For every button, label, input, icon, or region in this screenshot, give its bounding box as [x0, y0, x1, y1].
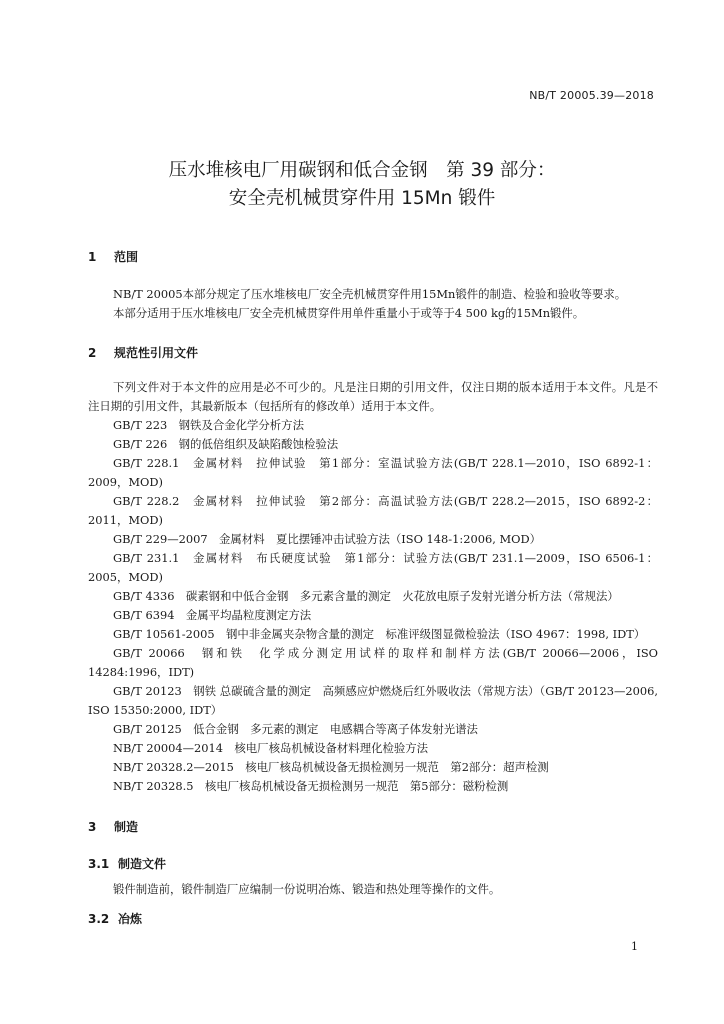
- reference-item: GB/T 20123 钢铁 总碳硫含量的测定 高频感应炉燃烧后红外吸收法（常规方法）（GB/T 20123—2006, ISO 15350:2000, IDT）: [88, 684, 658, 717]
- reference-item: NB/T 20328.5 核电厂核岛机械设备无损检测另一规范 第5部分：磁粉检测: [113, 779, 509, 793]
- paragraph: 本部分适用于压水堆核电厂安全壳机械贯穿件用单件重量小于或等于4 500 kg的15Mn锻件。: [113, 306, 585, 320]
- section-number: 3: [88, 820, 97, 834]
- section-2-heading: [88, 344, 198, 361]
- paragraph: 下列文件对于本文件的应用是必不可少的。凡是注日期的引用文件，仅注日期的版本适用于本文件。凡是不注日期的引用文件，其最新版本（包括所有的修改单）适用于本文件。: [88, 380, 658, 413]
- paragraph: NB/T 20005本部分规定了压水堆核电厂安全壳机械贯穿件用15Mn锻件的制造、检验和验收等要求。: [113, 287, 627, 301]
- subsection-3-1-body: [88, 880, 658, 899]
- section-number: 1: [88, 250, 97, 264]
- section-3-heading: [88, 818, 138, 835]
- document-title-line1: 压水堆核电厂用碳钢和低合金钢 第 39 部分：: [168, 160, 556, 181]
- reference-item: GB/T 10561-2005 钢中非金属夹杂物含量的测定 标准评级图显微检验法（ISO 4967：1998, IDT）: [113, 627, 646, 641]
- section-2-intro: [88, 378, 658, 416]
- section-title: 范围: [114, 250, 139, 264]
- reference-item: GB/T 226 钢的低倍组织及缺陷酸蚀检验法: [113, 437, 339, 451]
- reference-item: NB/T 20328.2—2015 核电厂核岛机械设备无损检测另一规范 第2部分：超声检测: [113, 760, 549, 774]
- reference-list: [88, 416, 658, 796]
- section-number: 3.2: [88, 912, 110, 926]
- subsection-3-2-heading: [88, 910, 142, 927]
- page-number: 1: [631, 940, 638, 953]
- section-title: 冶炼: [118, 912, 143, 926]
- section-1-heading: [88, 248, 138, 265]
- reference-item: GB/T 4336 碳素钢和中低合金钢 多元素含量的测定 火花放电原子发射光谱分析方法（常规法）: [113, 589, 619, 603]
- reference-item: GB/T 228.1 金属材料 拉伸试验 第1部分：室温试验方法(GB/T 228.1—2010，ISO 6892-1：2009，MOD): [88, 456, 658, 489]
- section-number: 3.1: [88, 857, 110, 871]
- section-title: 制造文件: [118, 857, 167, 871]
- reference-item: GB/T 229—2007 金属材料 夏比摆锤冲击试验方法（ISO 148-1:2006, MOD）: [113, 532, 541, 546]
- reference-item: GB/T 6394 金属平均晶粒度测定方法: [113, 608, 312, 622]
- section-1-body: [88, 285, 658, 323]
- reference-item: NB/T 20004—2014 核电厂核岛机械设备材料理化检验方法: [113, 741, 429, 755]
- reference-item: GB/T 20066 钢和铁 化学成分测定用试样的取样和制样方法(GB/T 20066—2006，ISO 14284:1996，IDT): [88, 646, 658, 679]
- reference-item: GB/T 20125 低合金钢 多元素的测定 电感耦合等离子体发射光谱法: [113, 722, 478, 736]
- reference-item: GB/T 231.1 金属材料 布氏硬度试验 第1部分：试验方法(GB/T 231.1—2009，ISO 6506-1：2005，MOD): [88, 551, 658, 584]
- section-number: 2: [88, 346, 97, 360]
- reference-item: GB/T 223 钢铁及合金化学分析方法: [113, 418, 304, 432]
- subsection-3-1-heading: [88, 855, 166, 872]
- reference-item: GB/T 228.2 金属材料 拉伸试验 第2部分：高温试验方法(GB/T 228.2—2015，ISO 6892-2：2011，MOD): [88, 494, 658, 527]
- paragraph: 锻件制造前，锻件制造厂应编制一份说明冶炼、锻造和热处理等操作的文件。: [113, 882, 501, 896]
- standard-number: NB/T 20005.39—2018: [529, 89, 654, 102]
- section-title: 规范性引用文件: [114, 346, 199, 360]
- document-title-line2: 安全壳机械贯穿件用 15Mn 锻件: [228, 188, 496, 209]
- section-title: 制造: [114, 820, 139, 834]
